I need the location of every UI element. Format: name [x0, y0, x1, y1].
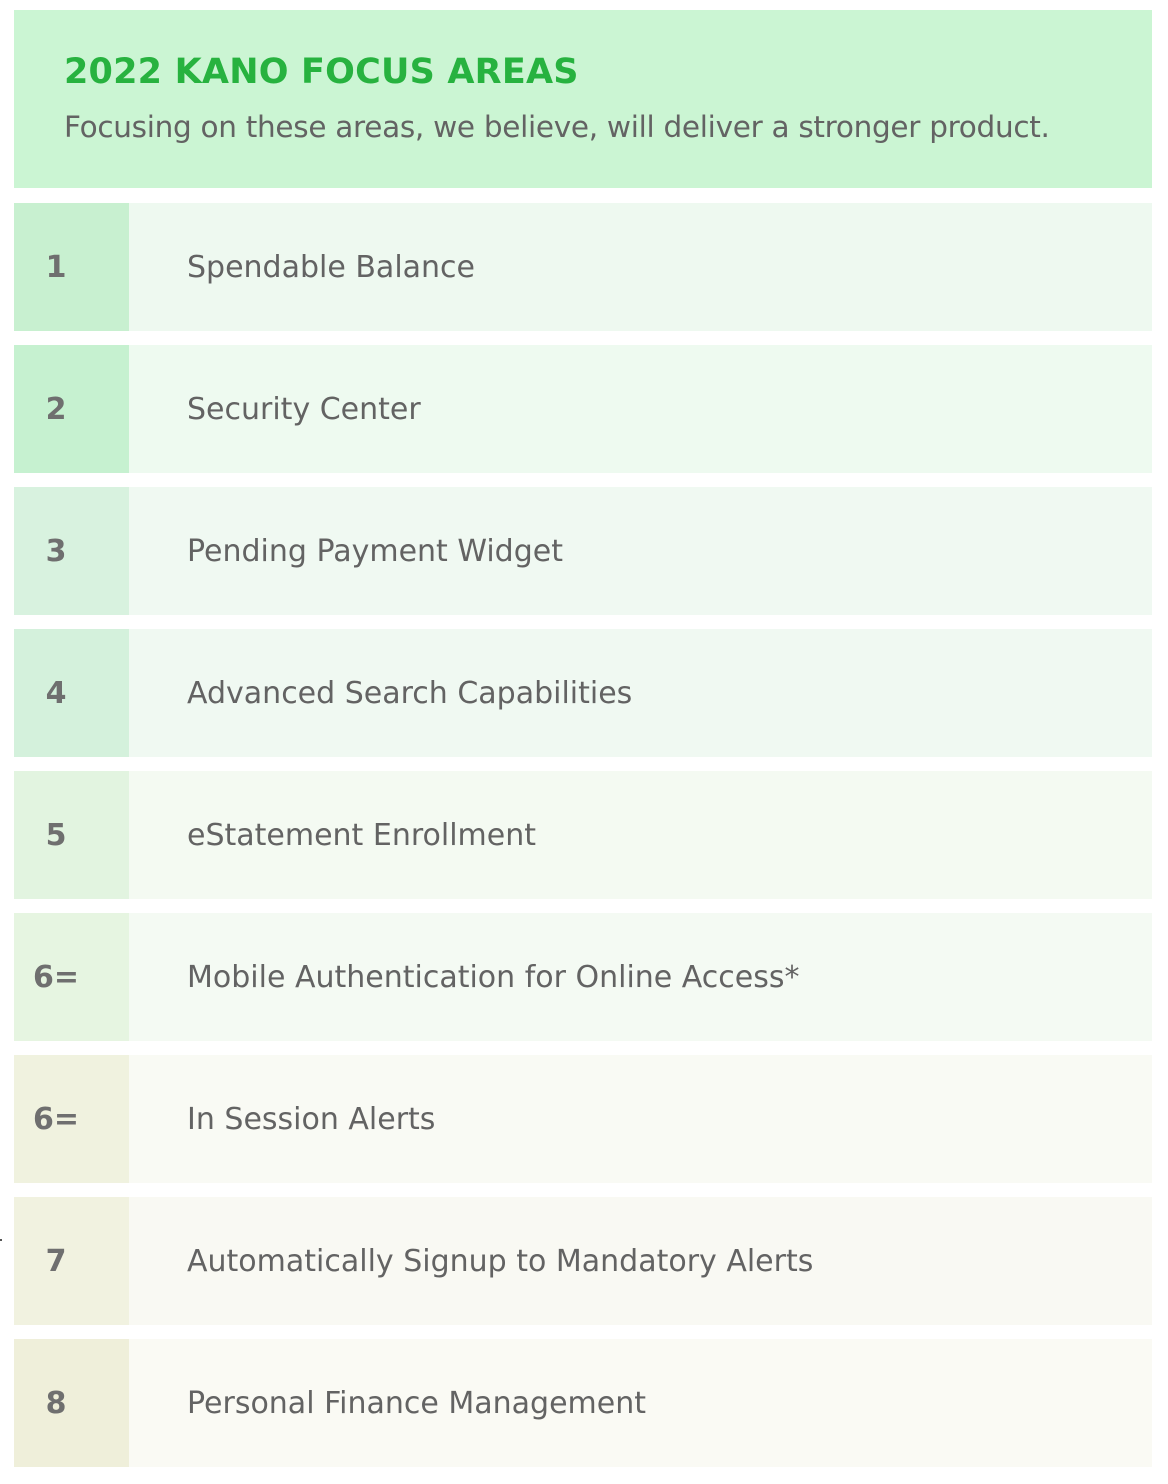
rank-cell: [14, 487, 129, 615]
rank-number: 5: [45, 817, 67, 853]
rank-cell: [14, 629, 129, 757]
focus-area-row: [14, 345, 1152, 473]
focus-area-label: eStatement Enrollment: [187, 817, 536, 853]
header-banner: [14, 10, 1152, 188]
rank-cell: [14, 345, 129, 473]
rank-cell: [14, 771, 129, 899]
focus-area-label: In Session Alerts: [187, 1101, 436, 1137]
page-subtitle: Focusing on these areas, we believe, will deliver a stronger product.: [64, 110, 1050, 144]
rank-cell: [14, 1055, 129, 1183]
focus-area-row: [14, 1197, 1152, 1325]
rank-cell: [14, 1197, 129, 1325]
label-cell: [129, 1055, 1152, 1183]
focus-area-label: Personal Finance Management: [187, 1385, 646, 1421]
label-cell: [129, 1339, 1152, 1467]
focus-area-row: [14, 629, 1152, 757]
focus-area-label: Security Center: [187, 391, 421, 427]
rank-cell: [14, 913, 129, 1041]
focus-area-row: [14, 913, 1152, 1041]
focus-area-row: [14, 487, 1152, 615]
focus-area-row: [14, 1055, 1152, 1183]
label-cell: [129, 203, 1152, 331]
label-cell: [129, 629, 1152, 757]
focus-area-label: Spendable Balance: [187, 249, 476, 285]
focus-area-label: Advanced Search Capabilities: [187, 675, 633, 711]
stray-mark: [0, 1239, 2, 1241]
rank-number: 8: [45, 1385, 67, 1421]
rank-number: 7: [45, 1243, 67, 1279]
rank-cell: [14, 1339, 129, 1467]
rank-number: 3: [45, 533, 67, 569]
focus-area-label: Automatically Signup to Mandatory Alerts: [187, 1243, 814, 1279]
label-cell: [129, 345, 1152, 473]
rank-number: 1: [45, 249, 67, 285]
rank-number: 2: [45, 391, 67, 427]
rank-number: 6=: [32, 1101, 79, 1137]
focus-area-row: [14, 771, 1152, 899]
page-title: 2022 KANO FOCUS AREAS: [64, 52, 579, 92]
rank-number: 4: [45, 675, 67, 711]
focus-area-row: [14, 1339, 1152, 1467]
focus-area-label: Pending Payment Widget: [187, 533, 563, 569]
rank-cell: [14, 203, 129, 331]
rank-number: 6=: [32, 959, 79, 995]
focus-area-label: Mobile Authentication for Online Access*: [187, 959, 800, 995]
label-cell: [129, 487, 1152, 615]
label-cell: [129, 771, 1152, 899]
focus-area-row: [14, 203, 1152, 331]
label-cell: [129, 1197, 1152, 1325]
label-cell: [129, 913, 1152, 1041]
